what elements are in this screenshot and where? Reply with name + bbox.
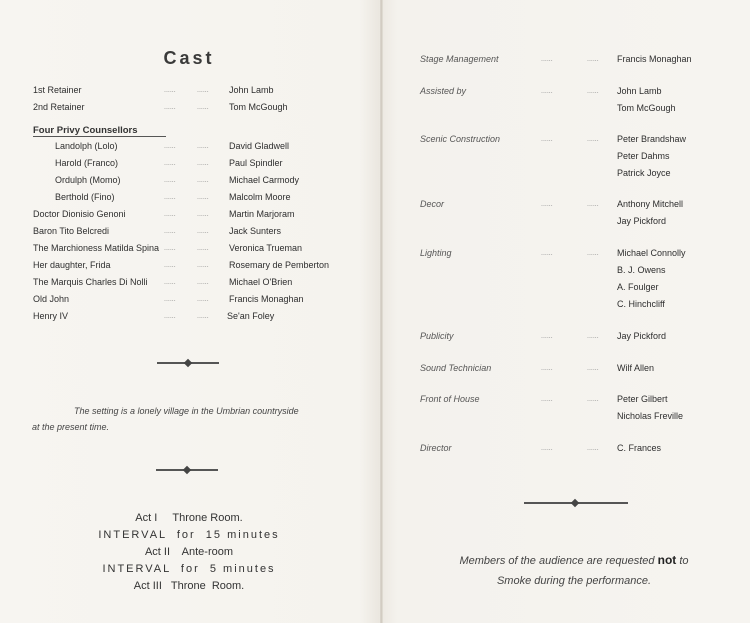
cast-row bbox=[0, 192, 378, 206]
cast-row bbox=[0, 175, 378, 189]
leader-dots: ...... bbox=[587, 56, 599, 63]
crew-role: Director bbox=[420, 443, 452, 453]
cast-row bbox=[0, 311, 378, 325]
leader-dots: ...... bbox=[541, 445, 553, 452]
crew-member: Francis Monaghan bbox=[617, 54, 692, 64]
leader-dots: ...... bbox=[164, 160, 176, 167]
leader-dots: ...... bbox=[164, 104, 176, 111]
leader-dots: ...... bbox=[197, 296, 209, 303]
divider-ornament bbox=[524, 502, 628, 504]
crew-role: Stage Management bbox=[420, 54, 499, 64]
cast-actor: Paul Spindler bbox=[229, 158, 283, 168]
cast-row bbox=[0, 277, 378, 291]
crew-member: Michael Connolly bbox=[617, 248, 686, 258]
cast-actor: Martin Marjoram bbox=[229, 209, 295, 219]
cast-row bbox=[0, 158, 378, 172]
cast-row bbox=[0, 226, 378, 240]
leader-dots: ...... bbox=[197, 279, 209, 286]
crew-member: Peter Brandshaw bbox=[617, 134, 687, 144]
crew-role: Scenic Construction bbox=[420, 134, 501, 144]
notice-emphasis: not bbox=[657, 553, 677, 567]
crew-role: Front of House bbox=[420, 394, 480, 404]
setting-line-1: The setting is a lonely village in the Umbrian countryside bbox=[74, 406, 299, 416]
cast-role: Harold (Franco) bbox=[55, 158, 119, 168]
crew-member: B. J. Owens bbox=[617, 265, 666, 275]
cast-role: Ordulph (Momo) bbox=[55, 175, 121, 185]
leader-dots: ...... bbox=[587, 333, 599, 340]
interval-1: INTERVAL for 15 minutes bbox=[98, 529, 280, 541]
leader-dots: ...... bbox=[541, 201, 553, 208]
leader-dots: ...... bbox=[541, 136, 553, 143]
crew-member: C. Hinchcliff bbox=[617, 299, 665, 309]
diamond-icon bbox=[184, 359, 192, 367]
leader-dots: ...... bbox=[587, 396, 599, 403]
notice-line-2: Smoke during the performance. bbox=[496, 575, 652, 587]
cast-row bbox=[0, 102, 378, 116]
crew-role: Assisted by bbox=[420, 86, 467, 96]
leader-dots: ...... bbox=[197, 143, 209, 150]
leader-dots: ...... bbox=[197, 87, 209, 94]
cast-actor: Veronica Trueman bbox=[229, 243, 303, 253]
cast-row bbox=[0, 209, 378, 223]
cast-role: Old John bbox=[33, 294, 70, 304]
setting-line-2: at the present time. bbox=[32, 422, 110, 432]
leader-dots: ...... bbox=[197, 211, 209, 218]
cast-role: The Marchioness Matilda Spina bbox=[33, 243, 160, 253]
leader-dots: ...... bbox=[587, 201, 599, 208]
cast-role: The Marquis Charles Di Nolli bbox=[33, 277, 148, 287]
leader-dots: ...... bbox=[587, 365, 599, 372]
leader-dots: ...... bbox=[541, 250, 553, 257]
acts-schedule bbox=[0, 510, 378, 595]
right-page bbox=[384, 0, 750, 623]
cast-role: 1st Retainer bbox=[33, 85, 82, 95]
leader-dots: ...... bbox=[164, 211, 176, 218]
cast-role: Berthold (Fino) bbox=[55, 192, 115, 202]
cast-row bbox=[0, 294, 378, 308]
leader-dots: ...... bbox=[541, 88, 553, 95]
cast-actor: David Gladwell bbox=[229, 141, 290, 151]
crew-member: Tom McGough bbox=[617, 103, 676, 113]
crew-member: A. Foulger bbox=[617, 282, 659, 292]
cast-row bbox=[0, 260, 378, 274]
cast-row bbox=[0, 85, 378, 99]
cast-role: Landolph (Lolo) bbox=[55, 141, 118, 151]
crew-member: John Lamb bbox=[617, 86, 662, 96]
crew-member: Wilf Allen bbox=[617, 363, 655, 373]
crew-role: Publicity bbox=[420, 331, 454, 341]
crew-member: C. Frances bbox=[617, 443, 662, 453]
crew-member: Peter Dahms bbox=[617, 151, 670, 161]
cast-actor: Rosemary de Pemberton bbox=[229, 260, 330, 270]
leader-dots: ...... bbox=[197, 313, 209, 320]
leader-dots: ...... bbox=[197, 228, 209, 235]
crew-role: Decor bbox=[420, 199, 445, 209]
notice-line-1: Members of the audience are requested not to bbox=[459, 553, 689, 567]
leader-dots: ...... bbox=[541, 56, 553, 63]
leader-dots: ...... bbox=[164, 313, 176, 320]
cast-actor: Jack Sunters bbox=[229, 226, 282, 236]
diamond-icon bbox=[571, 499, 579, 507]
divider-ornament bbox=[156, 469, 218, 471]
crew-member: Patrick Joyce bbox=[617, 168, 671, 178]
cast-row bbox=[0, 141, 378, 155]
leader-dots: ...... bbox=[164, 228, 176, 235]
leader-dots: ...... bbox=[164, 177, 176, 184]
audience-notice bbox=[424, 550, 724, 591]
page-fold bbox=[380, 0, 383, 623]
cast-role: Her daughter, Frida bbox=[33, 260, 111, 270]
cast-actor: Michael O'Brien bbox=[229, 277, 293, 287]
leader-dots: ...... bbox=[541, 333, 553, 340]
act-3: Act III Throne Room. bbox=[133, 580, 245, 592]
diamond-icon bbox=[183, 466, 191, 474]
leader-dots: ...... bbox=[197, 177, 209, 184]
act-1: Act I Throne Room. bbox=[135, 512, 243, 524]
cast-actor: Michael Carmody bbox=[229, 175, 300, 185]
crew-role: Lighting bbox=[420, 248, 452, 258]
leader-dots: ...... bbox=[197, 104, 209, 111]
crew-role: Sound Technician bbox=[420, 363, 492, 373]
setting-text bbox=[32, 403, 352, 435]
cast-actor: Tom McGough bbox=[229, 102, 288, 112]
crew-member: Jay Pickford bbox=[617, 216, 667, 226]
leader-dots: ...... bbox=[197, 194, 209, 201]
leader-dots: ...... bbox=[164, 143, 176, 150]
leader-dots: ...... bbox=[587, 250, 599, 257]
interval-2: INTERVAL for 5 minutes bbox=[102, 563, 276, 575]
leader-dots: ...... bbox=[587, 445, 599, 452]
cast-row bbox=[0, 243, 378, 257]
cast-actor: Francis Monaghan bbox=[229, 294, 304, 304]
cast-actor: Se'an Foley bbox=[227, 311, 275, 321]
crew-member: Nicholas Freville bbox=[617, 411, 684, 421]
cast-title: Cast bbox=[163, 48, 215, 68]
leader-dots: ...... bbox=[164, 87, 176, 94]
cast-actor: John Lamb bbox=[229, 85, 274, 95]
leader-dots: ...... bbox=[587, 88, 599, 95]
crew-member: Anthony Mitchell bbox=[617, 199, 684, 209]
cast-role: 2nd Retainer bbox=[33, 102, 85, 112]
leader-dots: ...... bbox=[197, 262, 209, 269]
heading-underline bbox=[33, 136, 166, 137]
privy-counsellors-heading: Four Privy Counsellors bbox=[33, 125, 138, 136]
leader-dots: ...... bbox=[541, 396, 553, 403]
crew-member: Peter Gilbert bbox=[617, 394, 668, 404]
cast-actor: Malcolm Moore bbox=[229, 192, 291, 202]
leader-dots: ...... bbox=[164, 194, 176, 201]
leader-dots: ...... bbox=[164, 262, 176, 269]
cast-role: Doctor Dionisio Genoni bbox=[33, 209, 126, 219]
leader-dots: ...... bbox=[197, 160, 209, 167]
leader-dots: ...... bbox=[164, 279, 176, 286]
leader-dots: ...... bbox=[541, 365, 553, 372]
leader-dots: ...... bbox=[587, 136, 599, 143]
cast-role: Henry IV bbox=[33, 311, 69, 321]
crew-member: Jay Pickford bbox=[617, 331, 667, 341]
leader-dots: ...... bbox=[164, 245, 176, 252]
divider-ornament bbox=[157, 362, 219, 364]
cast-role: Baron Tito Belcredi bbox=[33, 226, 110, 236]
act-2: Act II Ante-room bbox=[144, 546, 234, 558]
leader-dots: ...... bbox=[164, 296, 176, 303]
leader-dots: ...... bbox=[197, 245, 209, 252]
